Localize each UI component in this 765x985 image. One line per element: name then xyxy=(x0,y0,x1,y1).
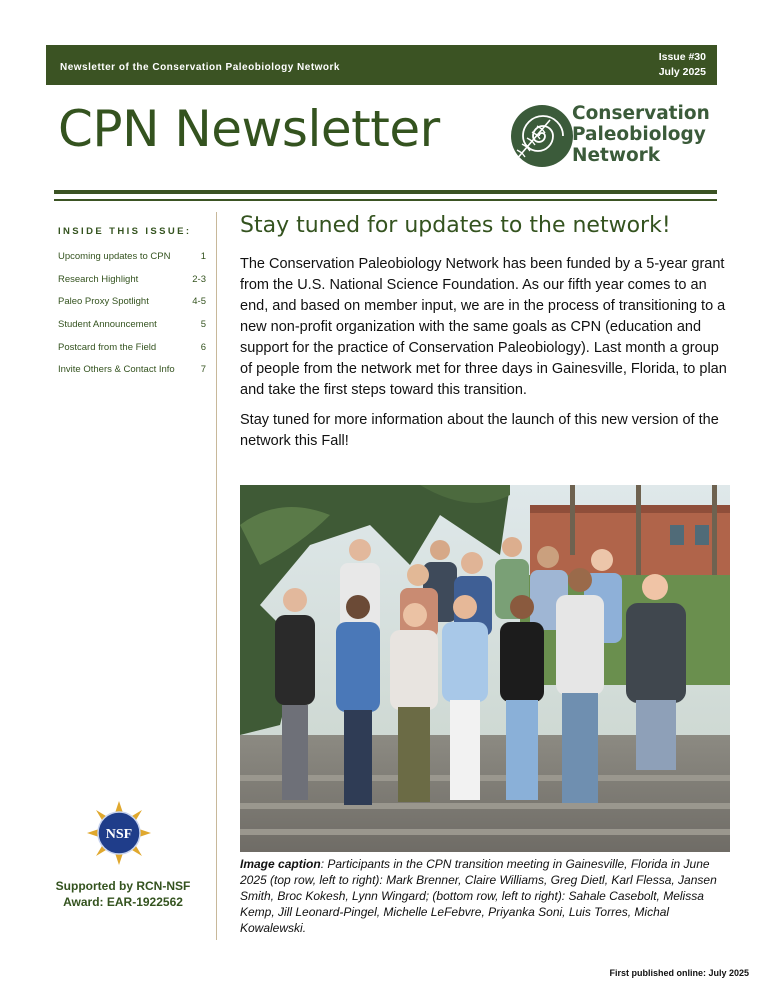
toc-label: Student Announcement xyxy=(58,319,157,331)
toc-page: 5 xyxy=(200,319,206,331)
toc-label: Research Highlight xyxy=(58,273,139,285)
article-paragraph-1: The Conservation Paleobiology Network has been funded by a 5-year grant from the U.S. National Science Foundation. As our fifth year comes to an end, and based on member input, we are in the process of transitioning to a new non-profit organization with the same goals as CPN (education and support for the practice of Conservation Paleobiology). Last month a group of people from the network met for three days in Gainesville, Florida, to plan and take the first steps toward this transition. xyxy=(240,256,727,398)
ammonite-fern-icon xyxy=(511,105,573,167)
toc-item[interactable] xyxy=(54,319,214,342)
page-title: CPN Newsletter xyxy=(58,100,440,158)
newsletter-banner xyxy=(46,45,717,85)
caption-text: : Participants in the CPN transition meeting in Gainesville, Florida in June 2025 (top row, left to right): Mark Brenner, Claire Williams, Greg Dietl, Karl Flessa, Jansen Smith, Broc Kokesh, Lynn Wingard; (bottom row, left to right): Sahale Casebolt, Melissa Kemp, Jill Leonard-Pingel, Michelle LeFebvre, Priyanka Soni, Luis Torres, Michal Kowalewski. xyxy=(240,857,717,935)
article-paragraph-2: Stay tuned for more information about the launch of this new version of the network this Fall! xyxy=(240,412,719,449)
caption-label: Image caption xyxy=(240,857,321,871)
publish-date: First published online: July 2025 xyxy=(609,968,749,978)
logo-line-2: Paleobiology xyxy=(572,124,706,145)
logo-text xyxy=(572,103,710,166)
toc-page: 7 xyxy=(200,364,206,376)
header-rule-thin xyxy=(54,199,717,201)
issue-info xyxy=(659,50,706,80)
nsf-logo-text: NSF xyxy=(105,827,133,842)
toc-page: 4-5 xyxy=(192,296,206,308)
nsf-logo xyxy=(86,800,152,866)
support-info xyxy=(38,878,208,910)
header-rule-thick xyxy=(54,190,717,194)
toc-item[interactable] xyxy=(54,342,214,365)
toc-page: 1 xyxy=(200,251,206,262)
toc-label: Upcoming updates to CPN xyxy=(58,251,171,262)
sidebar xyxy=(54,226,214,387)
support-line-1: Supported by RCN-NSF xyxy=(55,879,191,893)
toc-label: Paleo Proxy Spotlight xyxy=(58,296,149,308)
toc-item[interactable] xyxy=(54,251,214,274)
toc-page: 2-3 xyxy=(192,273,206,285)
toc-label: Invite Others & Contact Info xyxy=(58,364,175,376)
issue-number: Issue #30 xyxy=(658,51,706,63)
banner-subtitle: Newsletter of the Conservation Paleobiology Network xyxy=(60,62,340,73)
toc-page: 6 xyxy=(200,341,206,353)
inside-issue-heading: INSIDE THIS ISSUE: xyxy=(58,226,192,237)
toc-item[interactable] xyxy=(54,274,214,297)
toc-label: Postcard from the Field xyxy=(58,341,157,353)
logo-line-1: Conservation xyxy=(572,103,710,124)
toc-item[interactable] xyxy=(54,296,214,319)
image-caption xyxy=(240,856,732,936)
toc-item[interactable] xyxy=(54,364,214,387)
logo-line-3: Network xyxy=(572,145,661,166)
sidebar-divider xyxy=(216,212,217,940)
issue-date: July 2025 xyxy=(658,66,706,78)
article-headline: Stay tuned for updates to the network! xyxy=(240,213,671,238)
support-line-2: Award: EAR-1922562 xyxy=(63,895,183,909)
group-photo xyxy=(240,485,730,852)
